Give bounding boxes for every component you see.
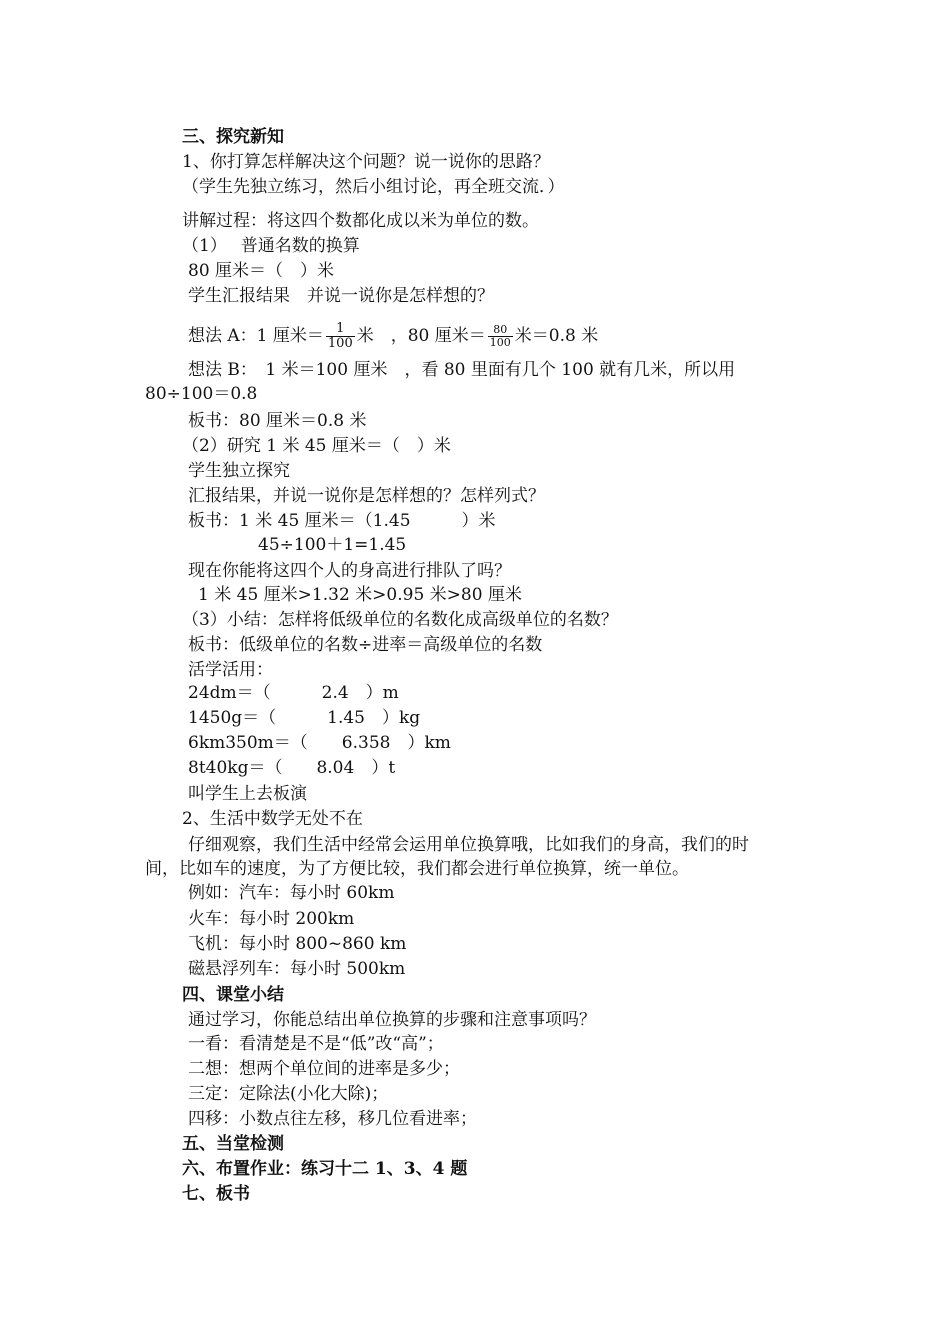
method-b-continued: 80÷100＝0.8	[145, 384, 258, 404]
example-train: 火车：每小时 200km	[188, 909, 355, 929]
method-a-text-2: 米 ，80 厘米＝	[356, 326, 486, 346]
fraction-numerator: 80	[488, 324, 513, 337]
conversion-question-80cm: 80 厘米＝（ ）米	[188, 261, 335, 281]
board-note-2: 板书：1 米 45 厘米＝（1.45 ）米	[188, 511, 496, 531]
step-3: 三定：定除法(小化大除)；	[188, 1084, 389, 1104]
example-plane: 飞机：每小时 800~860 km	[188, 934, 407, 954]
practice-item-1: 24dm＝（ 2.4 ）m	[188, 683, 399, 703]
section-6-heading: 六、布置作业：练习十二 1、3、4 题	[182, 1159, 468, 1179]
subsection-3-summary: （3）小结：怎样将低级单位的名数化成高级单位的名数？	[182, 610, 618, 630]
student-report-prompt: 学生汇报结果 并说一说你是怎样想的？	[188, 286, 494, 306]
fraction-denominator: 100	[489, 336, 511, 349]
observation-paragraph: 仔细观察，我们生活中经常会运用单位换算哦，比如我们的身高，我们的时	[188, 835, 749, 855]
board-note-3: 板书：低级单位的名数÷进率＝高级单位的名数	[188, 635, 543, 655]
step-4: 四移：小数点往左移，移几位看进率；	[188, 1109, 477, 1129]
instruction-note: （学生先独立练习，然后小组讨论，再全班交流．）	[182, 177, 565, 197]
subsection-1-title: （1） 普通名数的换算	[182, 236, 360, 256]
method-a-result: 米＝0.8 米	[514, 326, 599, 346]
section-4-heading: 四、课堂小结	[182, 985, 284, 1005]
fraction-numerator: 1	[326, 322, 355, 337]
example-car: 例如：汽车：每小时 60km	[188, 883, 395, 903]
calculation-1: 45÷100＋1=1.45	[258, 535, 407, 555]
step-1: 一看：看清楚是不是“低”改“高”；	[188, 1034, 444, 1054]
method-b-line: 想法 B： 1 米＝100 厘米 ，看 80 里面有几个 100 就有几米，所以用	[188, 360, 736, 380]
practice-heading: 活学活用：	[188, 660, 273, 680]
method-a-line	[188, 316, 598, 356]
method-a-text: 想法 A：1 厘米＝	[188, 326, 324, 346]
section-3-heading: 三、探究新知	[182, 127, 284, 147]
ranking-result: 1 米 45 厘米>1.32 米>0.95 米>80 厘米	[198, 585, 522, 605]
subsection-2-title: （2）研究 1 米 45 厘米＝（ ）米	[182, 436, 451, 456]
section-7-heading: 七、板书	[182, 1184, 250, 1204]
board-note-1: 板书：80 厘米＝0.8 米	[188, 411, 367, 431]
ranking-question: 现在你能将这四个人的身高进行排队了吗？	[188, 561, 511, 581]
fraction-80-over-100	[488, 324, 513, 349]
fraction-denominator: 100	[327, 336, 353, 351]
summary-question: 通过学习，你能总结出单位换算的步骤和注意事项吗？	[188, 1010, 596, 1030]
practice-item-2: 1450g＝（ 1.45 ）kg	[188, 708, 421, 728]
step-2: 二想：想两个单位间的进率是多少；	[188, 1059, 460, 1079]
board-demo-note: 叫学生上去板演	[188, 784, 307, 804]
report-results: 汇报结果，并说一说你是怎样想的？怎样列式？	[188, 486, 545, 506]
question-2: 2、生活中数学无处不在	[182, 809, 363, 829]
example-maglev: 磁悬浮列车：每小时 500km	[188, 959, 406, 979]
practice-item-3: 6km350m＝（ 6.358 ）km	[188, 733, 451, 753]
observation-paragraph-continued: 间，比如车的速度，为了方便比较，我们都会进行单位换算，统一单位。	[145, 859, 689, 879]
independent-study: 学生独立探究	[188, 461, 290, 481]
practice-item-4: 8t40kg＝（ 8.04 ）t	[188, 758, 396, 778]
fraction-1-over-100	[326, 322, 355, 351]
question-1: 1、你打算怎样解决这个问题？说一说你的思路？	[182, 152, 550, 172]
section-5-heading: 五、当堂检测	[182, 1134, 284, 1154]
explanation-intro: 讲解过程：将这四个数都化成以米为单位的数。	[182, 211, 539, 231]
